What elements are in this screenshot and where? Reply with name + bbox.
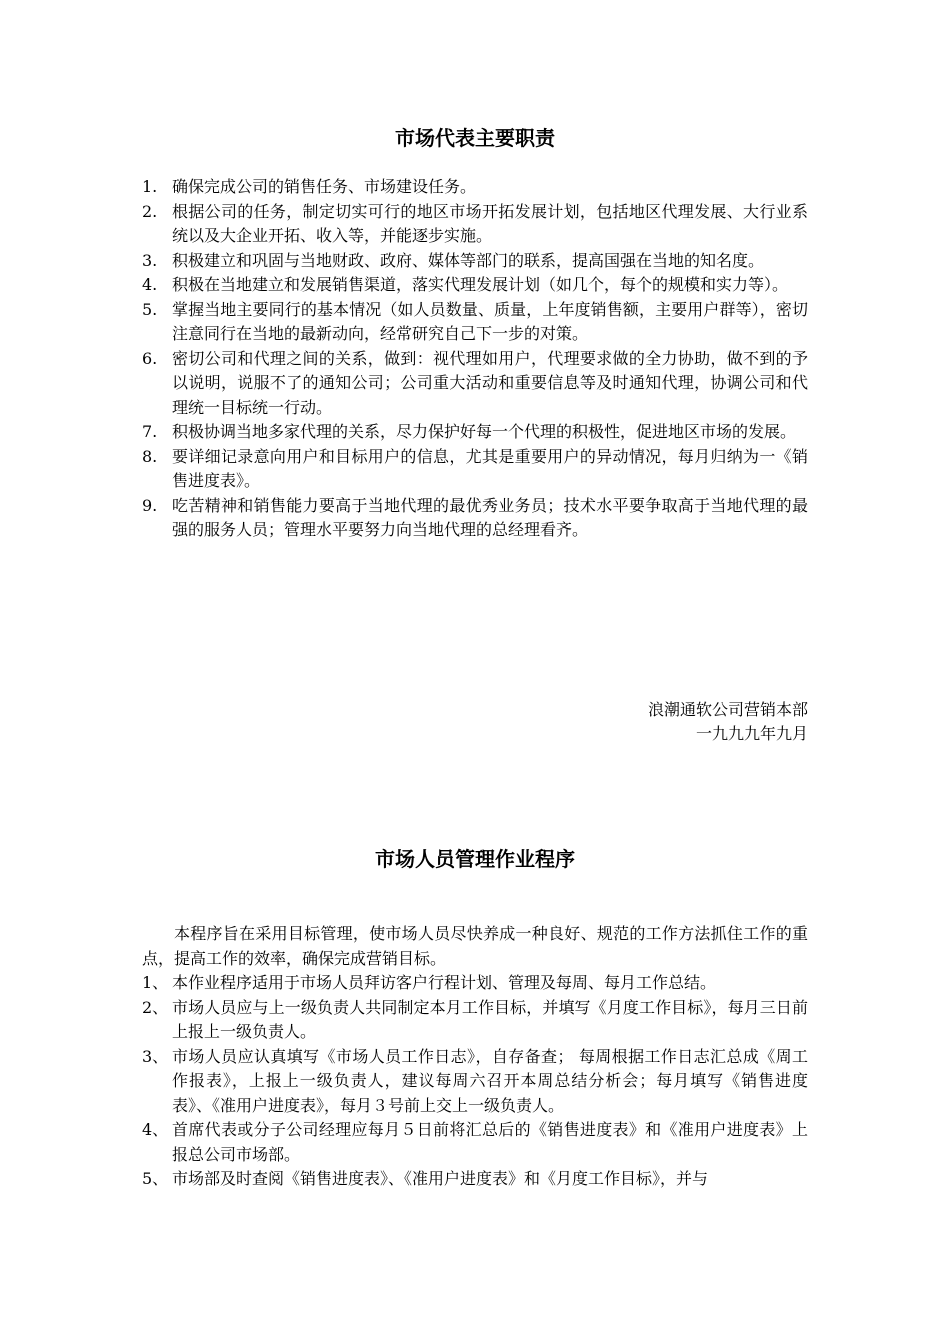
item-text: 密切公司和代理之间的关系，做到：视代理如用户，代理要求做的全力协助，做不到的予以说明，说服不了的通知公司；公司重大活动和重要信息等及时通知代理，协调公司和代理统一目标统一行动。 — [172, 348, 808, 417]
duties-list — [142, 175, 808, 543]
item-text: 要详细记录意向用户和目标用户的信息，尤其是重要用户的异动情况，每月归纳为一《销售进度表》。 — [172, 446, 808, 490]
item-text: 吃苦精神和销售能力要高于当地代理的最优秀业务员；技术水平要争取高于当地代理的最强的服务人员；管理水平要努力向当地代理的总经理看齐。 — [172, 495, 808, 539]
item-text: 首席代表或分子公司经理应每月５日前将汇总后的《销售进度表》和《准用户进度表》上报总公司市场部。 — [172, 1120, 808, 1164]
signature-date: 一九九九年九月 — [695, 724, 808, 743]
item-number: 3. — [142, 250, 158, 270]
intro-paragraph: 本程序旨在采用目标管理，使市场人员尽快养成一种良好、规范的工作方法抓住工作的重点，提高工作的效率，确保完成营销目标。 — [142, 924, 808, 968]
item-number: 8. — [142, 446, 158, 466]
item-number: 6. — [142, 348, 158, 368]
item-number: 5、 — [142, 1169, 169, 1188]
list-item — [142, 298, 808, 347]
item-number: 2、 — [142, 997, 169, 1017]
list-item — [142, 1167, 808, 1192]
item-number: 4、 — [142, 1120, 169, 1139]
list-item — [142, 249, 808, 274]
procedure-list — [142, 971, 808, 1192]
signature-org: 浪潮通软公司营销本部 — [647, 700, 808, 719]
list-item — [142, 1045, 808, 1119]
section2-title: 市场人员管理作业程序 — [375, 847, 575, 871]
item-number: 1. — [142, 177, 158, 196]
list-item — [142, 971, 808, 996]
item-number: 2. — [142, 201, 158, 221]
item-text: 市场人员应与上一级负责人共同制定本月工作目标，并填写《月度工作目标》，每月三日前上报上一级负责人。 — [172, 997, 808, 1041]
list-item — [142, 445, 808, 494]
item-number: 1、 — [142, 973, 169, 992]
list-item — [142, 494, 808, 543]
list-item — [142, 175, 808, 200]
list-item — [142, 273, 808, 298]
list-item — [142, 200, 808, 249]
item-text: 积极建立和巩固与当地财政、政府、媒体等部门的联系，提高国强在当地的知名度。 — [172, 250, 765, 270]
item-text: 市场部及时查阅《销售进度表》、《准用户进度表》和《月度工作目标》，并与 — [172, 1169, 709, 1188]
item-text: 积极在当地建立和发展销售渠道，落实代理发展计划（如几个，每个的规模和实力等）。 — [172, 275, 789, 294]
item-text: 掌握当地主要同行的基本情况（如人员数量、质量，上年度销售额，主要用户群等），密切注意同行在当地的最新动向，经常研究自己下一步的对策。 — [172, 299, 808, 343]
item-number: 9. — [142, 495, 158, 515]
list-item — [142, 996, 808, 1045]
item-number: 5. — [142, 299, 158, 319]
item-number: 4. — [142, 275, 158, 294]
item-text: 市场人员应认真填写《市场人员工作日志》，自存备查； 每周根据工作日志汇总成《周工作报表》，上报上一级负责人，建议每周六召开本周总结分析会；每月填写《销售进度表》、《准用户进度表》，每月３号前上交上一级负责人。 — [172, 1046, 808, 1115]
item-text: 积极协调当地多家代理的关系，尽力保护好每一个代理的积极性，促进地区市场的发展。 — [172, 422, 797, 441]
item-text: 本作业程序适用于市场人员拜访客户行程计划、管理及每周、每月工作总结。 — [172, 973, 717, 992]
item-number: 7. — [142, 422, 158, 441]
item-number: 3、 — [142, 1046, 169, 1066]
list-item — [142, 420, 808, 445]
item-text: 确保完成公司的销售任务、市场建设任务。 — [172, 177, 477, 196]
list-item — [142, 347, 808, 421]
section1-title: 市场代表主要职责 — [395, 126, 555, 150]
list-item — [142, 1118, 808, 1167]
item-text: 根据公司的任务，制定切实可行的地区市场开拓发展计划，包括地区代理发展、大行业系统以及大企业开拓、收入等，并能逐步实施。 — [172, 201, 808, 245]
